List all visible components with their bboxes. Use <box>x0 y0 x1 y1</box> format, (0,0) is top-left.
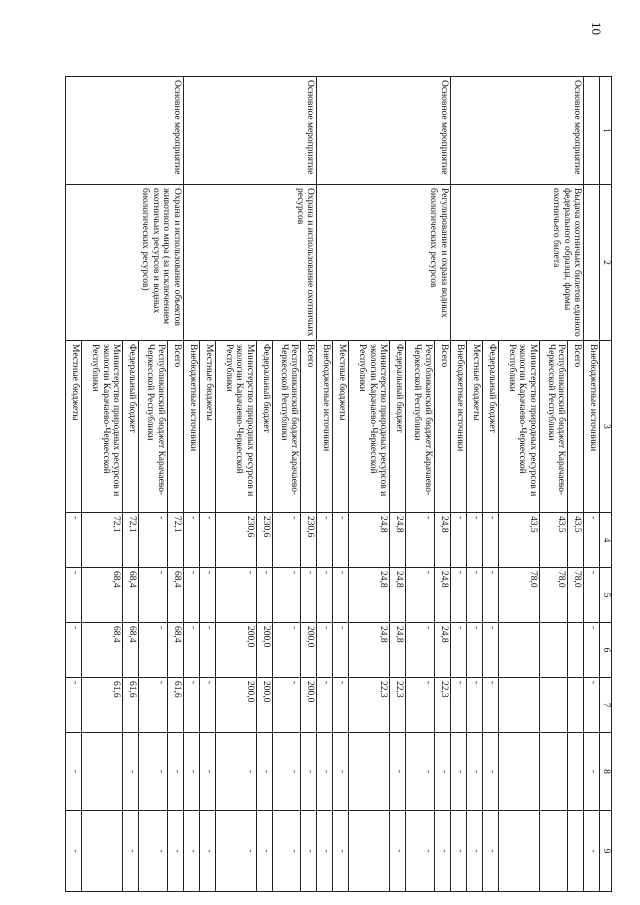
value-cell: - <box>406 678 435 733</box>
funding-source-cell: Местные бюджеты <box>333 341 349 513</box>
value-cell <box>498 623 539 678</box>
value-cell: - <box>215 811 256 892</box>
value-cell: 43,5 <box>539 513 568 568</box>
value-cell: 24,8 <box>434 568 450 623</box>
value-cell: 22,3 <box>349 678 390 733</box>
event-name-cell <box>584 185 600 341</box>
value-cell: 24,8 <box>349 568 390 623</box>
value-cell: 24,8 <box>390 623 406 678</box>
value-cell: 200,0 <box>215 623 256 678</box>
value-cell: - <box>482 513 498 568</box>
value-cell: - <box>139 623 168 678</box>
value-cell: - <box>183 811 199 892</box>
value-cell: 200,0 <box>256 678 272 733</box>
value-cell: 72,1 <box>82 513 123 568</box>
event-type-cell: Основное мероприятие <box>66 77 184 185</box>
funding-source-cell: Республиканский бюджет Карачаево-Черкесской Республики <box>139 341 168 513</box>
funding-source-cell: Республиканский бюджет Карачаево-Черкесской Республики <box>272 341 301 513</box>
funding-source-cell: Внебюджетные источники <box>183 341 199 513</box>
value-cell: 68,4 <box>167 568 183 623</box>
value-cell: - <box>333 568 349 623</box>
value-cell: - <box>450 733 466 811</box>
value-cell: 230,6 <box>256 513 272 568</box>
value-cell: 24,8 <box>434 623 450 678</box>
funding-source-cell: Министерство природных ресурсов и экологии Карачаево-Черкесской Республики <box>498 341 539 513</box>
value-cell: - <box>66 513 82 568</box>
value-cell: 200,0 <box>301 678 317 733</box>
value-cell: - <box>434 811 450 892</box>
value-cell: - <box>466 568 482 623</box>
value-cell: 200,0 <box>215 678 256 733</box>
value-cell: - <box>482 678 498 733</box>
value-cell: - <box>139 733 168 811</box>
value-cell: 61,6 <box>82 678 123 733</box>
value-cell: - <box>66 568 82 623</box>
value-cell: 230,6 <box>301 513 317 568</box>
value-cell: - <box>272 513 301 568</box>
value-cell: - <box>466 513 482 568</box>
value-cell: - <box>482 568 498 623</box>
event-type-cell: Основное мероприятие <box>450 77 584 185</box>
value-cell: - <box>199 568 215 623</box>
value-cell: 78,0 <box>539 568 568 623</box>
header-cell: 3 <box>600 341 612 513</box>
value-cell: - <box>406 568 435 623</box>
value-cell: - <box>301 811 317 892</box>
funding-source-cell: Внебюджетные источники <box>317 341 333 513</box>
header-cell: 4 <box>600 513 612 568</box>
value-cell: - <box>215 568 256 623</box>
value-cell: - <box>406 811 435 892</box>
value-cell: - <box>66 733 82 811</box>
value-cell: - <box>256 733 272 811</box>
value-cell: 24,8 <box>349 513 390 568</box>
funding-source-cell: Всего <box>568 341 584 513</box>
value-cell: - <box>317 568 333 623</box>
value-cell: 43,5 <box>498 513 539 568</box>
value-cell: - <box>199 811 215 892</box>
value-cell: - <box>272 623 301 678</box>
value-cell: - <box>167 811 183 892</box>
value-cell: - <box>317 623 333 678</box>
value-cell: - <box>183 568 199 623</box>
value-cell: - <box>406 733 435 811</box>
value-cell: 24,8 <box>434 513 450 568</box>
header-row <box>600 77 612 892</box>
value-cell: - <box>466 733 482 811</box>
value-cell: - <box>584 811 600 892</box>
value-cell: - <box>123 811 139 892</box>
value-cell: - <box>482 811 498 892</box>
value-cell: - <box>139 513 168 568</box>
value-cell: - <box>66 678 82 733</box>
value-cell: - <box>584 623 600 678</box>
header-cell: 1 <box>600 77 612 185</box>
value-cell: - <box>272 678 301 733</box>
value-cell: - <box>256 568 272 623</box>
event-name-cell: Охрана и использование объектов животного мира (за исключением охотничьих ресурсов и водных биологических ресурсов) <box>66 185 184 341</box>
value-cell: - <box>199 513 215 568</box>
value-cell: - <box>66 811 82 892</box>
funding-source-cell: Всего <box>434 341 450 513</box>
value-cell: - <box>333 513 349 568</box>
header-cell: 2 <box>600 185 612 341</box>
value-cell: - <box>183 678 199 733</box>
table-row <box>568 77 584 892</box>
value-cell: - <box>301 733 317 811</box>
value-cell: 78,0 <box>498 568 539 623</box>
value-cell: - <box>139 811 168 892</box>
value-cell: - <box>390 811 406 892</box>
value-cell: - <box>272 811 301 892</box>
value-cell <box>498 811 539 892</box>
value-cell <box>539 678 568 733</box>
table-row <box>301 77 317 892</box>
value-cell: - <box>183 513 199 568</box>
value-cell: 72,1 <box>167 513 183 568</box>
value-cell: - <box>317 733 333 811</box>
page-number: 10 <box>589 22 604 35</box>
rotated-page <box>65 76 612 891</box>
value-cell: - <box>450 623 466 678</box>
value-cell <box>349 811 390 892</box>
value-cell <box>568 811 584 892</box>
value-cell <box>498 733 539 811</box>
funding-source-cell: Министерство природных ресурсов и экологии Карачаево-Черкесской Республики <box>82 341 123 513</box>
value-cell: - <box>333 811 349 892</box>
value-cell: - <box>434 733 450 811</box>
value-cell: - <box>139 568 168 623</box>
value-cell: - <box>406 513 435 568</box>
event-name-cell: Регулирование и охрана водных биологических ресурсов <box>317 185 451 341</box>
value-cell: - <box>584 733 600 811</box>
value-cell: - <box>183 733 199 811</box>
event-name-cell: Охрана и использование охотничьих ресурсов <box>183 185 317 341</box>
value-cell: 24,8 <box>390 568 406 623</box>
value-cell: - <box>450 568 466 623</box>
value-cell: - <box>450 513 466 568</box>
value-cell: 61,6 <box>167 678 183 733</box>
event-type-cell <box>584 77 600 185</box>
funding-source-cell: Республиканский бюджет Карачаево-Черкесской Республики <box>406 341 435 513</box>
value-cell <box>539 811 568 892</box>
value-cell: - <box>406 623 435 678</box>
value-cell: - <box>317 811 333 892</box>
header-cell: 5 <box>600 568 612 623</box>
value-cell: 68,4 <box>123 568 139 623</box>
value-cell: - <box>183 623 199 678</box>
value-cell: - <box>450 678 466 733</box>
value-cell: - <box>272 568 301 623</box>
value-cell: - <box>215 733 256 811</box>
value-cell: 68,4 <box>167 623 183 678</box>
value-cell: 24,8 <box>349 623 390 678</box>
value-cell <box>568 678 584 733</box>
value-cell: 22,3 <box>434 678 450 733</box>
value-cell: 24,8 <box>390 513 406 568</box>
table-row <box>167 77 183 892</box>
value-cell: - <box>301 568 317 623</box>
value-cell: - <box>482 623 498 678</box>
budget-table <box>65 76 612 892</box>
value-cell: - <box>584 513 600 568</box>
value-cell: - <box>450 811 466 892</box>
header-cell: 6 <box>600 623 612 678</box>
value-cell: - <box>333 623 349 678</box>
value-cell <box>82 733 123 811</box>
funding-source-cell: Всего <box>301 341 317 513</box>
funding-source-cell: Местные бюджеты <box>199 341 215 513</box>
value-cell: - <box>317 513 333 568</box>
funding-source-cell: Внебюджетные источники <box>450 341 466 513</box>
value-cell: - <box>466 678 482 733</box>
funding-source-cell: Федеральный бюджет <box>482 341 498 513</box>
funding-source-cell: Федеральный бюджет <box>123 341 139 513</box>
header-cell: 9 <box>600 811 612 892</box>
event-name-cell: Выдача охотничьих билетов единого федерального образца, формы охотничьего билета <box>450 185 584 341</box>
value-cell: - <box>317 678 333 733</box>
value-cell: - <box>333 678 349 733</box>
funding-source-cell: Всего <box>167 341 183 513</box>
header-cell: 8 <box>600 733 612 811</box>
value-cell: - <box>272 733 301 811</box>
value-cell: 68,4 <box>123 623 139 678</box>
value-cell: 68,4 <box>82 568 123 623</box>
value-cell: 200,0 <box>256 623 272 678</box>
funding-source-cell: Федеральный бюджет <box>390 341 406 513</box>
value-cell: - <box>482 733 498 811</box>
value-cell <box>539 733 568 811</box>
header-cell: 7 <box>600 678 612 733</box>
value-cell: 68,4 <box>82 623 123 678</box>
value-cell: 43,5 <box>568 513 584 568</box>
value-cell <box>349 733 390 811</box>
value-cell: - <box>167 733 183 811</box>
value-cell: - <box>199 733 215 811</box>
value-cell: 61,6 <box>123 678 139 733</box>
table-row <box>434 77 450 892</box>
value-cell: - <box>390 733 406 811</box>
value-cell: 200,0 <box>301 623 317 678</box>
value-cell: 78,0 <box>568 568 584 623</box>
value-cell: - <box>584 568 600 623</box>
value-cell: - <box>199 678 215 733</box>
value-cell <box>539 623 568 678</box>
table-row <box>584 77 600 892</box>
value-cell: - <box>584 678 600 733</box>
value-cell: - <box>333 733 349 811</box>
value-cell <box>568 733 584 811</box>
value-cell <box>498 678 539 733</box>
value-cell: 22,3 <box>390 678 406 733</box>
value-cell <box>568 623 584 678</box>
value-cell: - <box>66 623 82 678</box>
funding-source-cell: Местные бюджеты <box>466 341 482 513</box>
funding-source-cell: Местные бюджеты <box>66 341 82 513</box>
funding-source-cell: Министерство природных ресурсов и экологии Карачаево-Черкесской Республики <box>215 341 256 513</box>
funding-source-cell: Внебюджетные источники <box>584 341 600 513</box>
value-cell: 72,1 <box>123 513 139 568</box>
funding-source-cell: Федеральный бюджет <box>256 341 272 513</box>
value-cell: - <box>256 811 272 892</box>
value-cell: - <box>139 678 168 733</box>
value-cell: - <box>123 733 139 811</box>
event-type-cell: Основное мероприятие <box>183 77 317 185</box>
value-cell: - <box>466 623 482 678</box>
event-type-cell: Основное мероприятие <box>317 77 451 185</box>
funding-source-cell: Республиканский бюджет Карачаево-Черкесской Республики <box>539 341 568 513</box>
value-cell: 230,6 <box>215 513 256 568</box>
value-cell: - <box>199 623 215 678</box>
value-cell <box>82 811 123 892</box>
funding-source-cell: Министерство природных ресурсов и экологии Карачаево-Черкесской Республики <box>349 341 390 513</box>
value-cell: - <box>466 811 482 892</box>
